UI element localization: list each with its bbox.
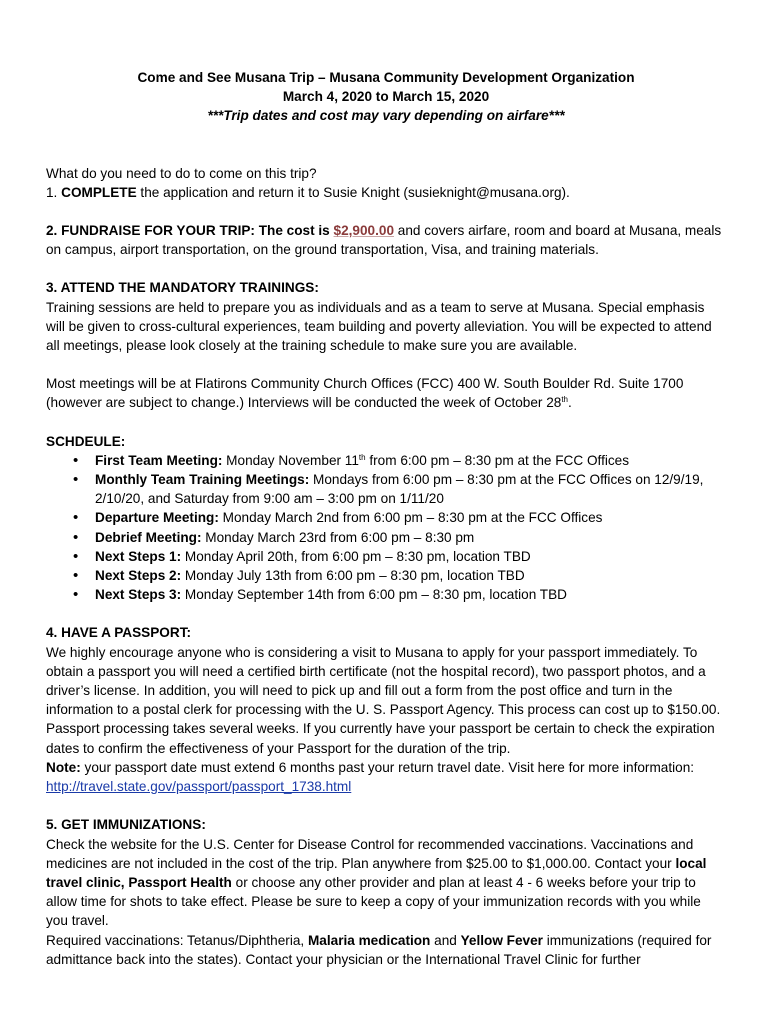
passport-heading: 4. HAVE A PASSPORT: (46, 625, 192, 641)
trip-cost: $2,900.00 (333, 223, 395, 239)
immunizations-text: Check the website for the U.S. Center for Disease Control for recommended vaccinations. Vaccinations and medicines are not included in the cost of the trip. Plan anywhere from $25.00 to $1,000.00. Contact your local travel clinic, Passport Health or choose any other provider and plan at least 4 - 6 weeks before your trip to allow time for shots to take effect. Please be sure to keep a copy of your immunization records with you while you travel. (46, 836, 707, 929)
required-vaccinations: Required vaccinations: Tetanus/Diphtheria, Malaria medication and Yellow Fever immunizations (required for admittance back into the states). Contact your physician or the International Travel Clinic for further (46, 932, 712, 967)
schedule-item: • Monthly Team Training Meetings: Mondays from 6:00 pm – 8:30 pm at the FCC Offices on 12/9/19, 2/10/20, and Saturday from 9:00 am – 3:00 pm on 1/11/20 (95, 470, 726, 508)
passport-text: We highly encourage anyone who is considering a visit to Musana to apply for your passport immediately. To obtain a passport you will need a certified birth certificate (not the hospital record), two passport photos, and a driver’s license. In addition, you will need to pick up and fill out a form from the post office and turn in the information to a postal clerk for processing with the U. S. Passport Agency. This process can cost up to $150.00. Passport processing takes several weeks. If you currently have your passport be certain to check the expiration dates to confirm the effectiveness of your Passport for the duration of the trip. (46, 644, 721, 756)
meeting-location: Most meetings will be at Flatirons Community Church Offices (FCC) 400 W. South Boulder Rd. Suite 1700 (however are subject to change.) Interviews will be conducted the week of October 28th. (46, 376, 684, 411)
passport-info-link[interactable]: http://travel.state.gov/passport/passport_1738.html (46, 779, 352, 795)
immunizations-heading: 5. GET IMMUNIZATIONS: (46, 817, 206, 833)
header-note: ***Trip dates and cost may vary depending on airfare*** (207, 108, 565, 124)
step-2-fundraise: 2. FUNDRAISE FOR YOUR TRIP: The cost is $2,900.00 and covers airfare, room and board at Musana, meals on campus, airport transportation, on the ground transportation, Visa, and training materials. (46, 223, 722, 258)
schedule-list (46, 451, 726, 605)
trainings-heading: 3. ATTEND THE MANDATORY TRAININGS: (46, 280, 319, 296)
document-header (46, 68, 726, 126)
schedule-item: • Next Steps 2: Monday July 13th from 6:00 pm – 8:30 pm, location TBD (95, 566, 726, 585)
schedule-item: • First Team Meeting: Monday November 11th from 6:00 pm – 8:30 pm at the FCC Offices (95, 451, 726, 470)
step-1-label: COMPLETE (61, 184, 137, 200)
passport-note: Note: your passport date must extend 6 months past your return travel date. Visit here for more information: (46, 759, 695, 775)
trainings-text: Training sessions are held to prepare you as individuals and as a team to serve at Musana. Special emphasis will be given to cross-cultural experiences, team building and poverty alleviation. You will be expected to attend all meetings, please look closely at the training schedule to make sure you are available. (46, 299, 712, 354)
schedule-item: • Next Steps 1: Monday April 20th, from 6:00 pm – 8:30 pm, location TBD (95, 547, 726, 566)
schedule-item: • Debrief Meeting: Monday March 23rd from 6:00 pm – 8:30 pm (95, 528, 726, 547)
header-dates: March 4, 2020 to March 15, 2020 (282, 89, 490, 105)
intro-question: What do you need to do to come on this trip? (46, 165, 317, 181)
step-1: 1. COMPLETE the application and return it to Susie Knight (susieknight@musana.org). (46, 184, 570, 200)
header-title: Come and See Musana Trip – Musana Community Development Organization (137, 70, 635, 85)
schedule-heading: SCHDEULE: (46, 433, 126, 449)
fundraise-heading: 2. FUNDRAISE FOR YOUR TRIP: The cost is (46, 223, 334, 239)
document-page (46, 68, 726, 969)
schedule-item: • Departure Meeting: Monday March 2nd from 6:00 pm – 8:30 pm at the FCC Offices (95, 508, 726, 527)
schedule-item: • Next Steps 3: Monday September 14th from 6:00 pm – 8:30 pm, location TBD (95, 585, 726, 604)
